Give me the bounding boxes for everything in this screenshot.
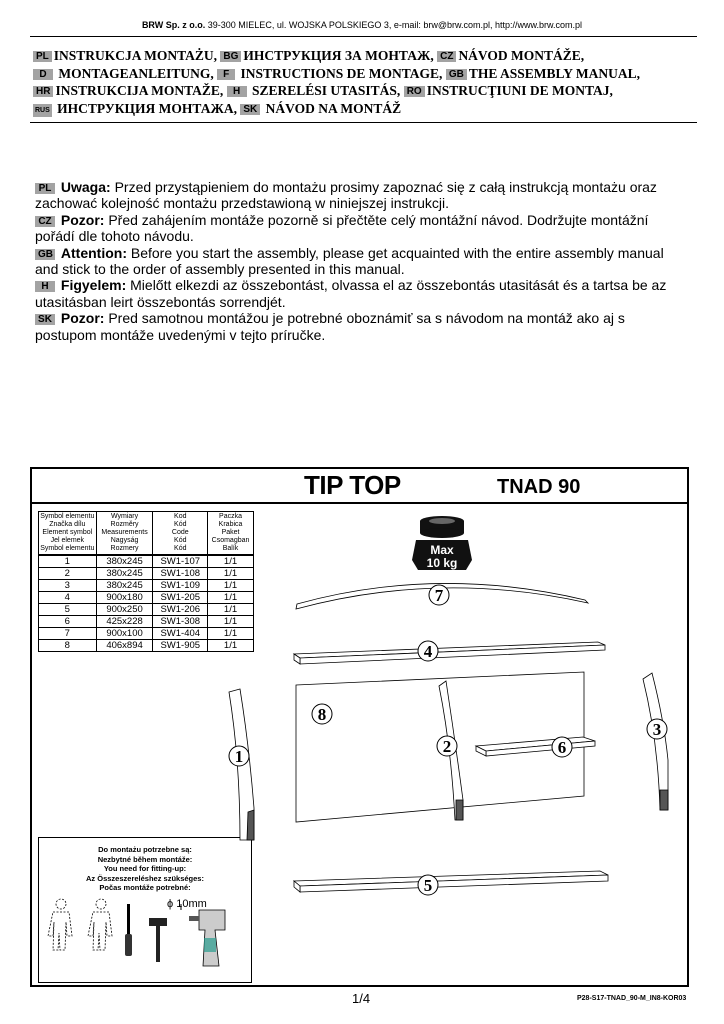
- page-number: 1/4: [352, 991, 371, 1006]
- table-row: 3 380x245 SW1-109 1/1: [39, 580, 254, 592]
- header-measurements: Wymiary Rozměry Measurements Nagyság Rozmery: [96, 512, 153, 556]
- notice-label-h: Figyelem:: [60, 277, 127, 294]
- notice-text-h: Mielőtt elkezdi az összebontást, olvassa el az összebontás utasitását és a tartsa be az utasitásban leirt összebontás sorrendjét.: [35, 277, 667, 310]
- title-bg: ИНСТРУКЦИЯ ЗА МОНТАЖ,: [243, 48, 434, 63]
- product-name: TIP TOP: [304, 470, 401, 500]
- notice-label-sk: Pozor:: [60, 310, 105, 327]
- lang-code-gb: GB: [446, 69, 467, 80]
- title-sk: NÁVOD NA MONTÁŽ: [265, 100, 402, 116]
- notice-label-pl: Uwaga:: [60, 179, 111, 195]
- lang-code-h: H: [227, 86, 247, 97]
- part-label-2: 2: [442, 737, 452, 756]
- table-row: 2 380x245 SW1-108 1/1: [39, 568, 254, 580]
- header-code: Kod Kód Code Kód Kód: [153, 512, 208, 556]
- part-label-8: 8: [317, 705, 327, 724]
- table-row: 4 900x180 SW1-205 1/1: [39, 592, 254, 604]
- company-address: 39-300 MIELEC, ul. WOJSKA POLSKIEGO 3, e-mail: brw@brw.com.pl, http://www.brw.com.pl: [205, 20, 583, 30]
- notice-label-cz: Pozor:: [60, 211, 105, 228]
- lang-code-ro: RO: [404, 86, 425, 97]
- notice-code-sk: SK: [35, 314, 55, 325]
- title-f: INSTRUCTIONS DE MONTAGE,: [240, 65, 443, 81]
- load-weight-icon: [412, 516, 472, 570]
- title-cz: NÁVOD MONTÁŽE,: [458, 48, 585, 63]
- notice-code-pl: PL: [35, 183, 55, 194]
- part-label-7: 7: [434, 586, 444, 605]
- title-gb: THE ASSEMBLY MANUAL,: [468, 65, 640, 81]
- lang-code-hr: HR: [33, 86, 53, 97]
- part-4-shelf: [294, 642, 605, 664]
- company-name: BRW Sp. z o.o.: [141, 20, 206, 30]
- title-ro: INSTRUCŢIUNI DE MONTAJ,: [426, 83, 613, 98]
- notice-code-h: H: [35, 281, 55, 292]
- table-row: 1 380x245 SW1-107 1/1: [39, 555, 254, 568]
- notice-label-gb: Attention:: [60, 244, 127, 261]
- notice-text-cz: Před zahájením montáže pozorně si přečtěte celý montážní návod. Dodržujte montážní pořádí dle tohoto návodu.: [35, 211, 649, 245]
- notice-text-sk: Pred samotnou montážou je potrebné oboznámiť sa s návodom na montáž ako aj s postupom montáže uvedenými v tejto príručke.: [35, 310, 625, 343]
- drill-size: ϕ 10mm: [167, 898, 207, 910]
- part-label-3: 3: [652, 720, 662, 739]
- lang-code-f: F: [217, 69, 235, 80]
- part-label-6: 6: [557, 738, 567, 757]
- lang-code-pl: PL: [33, 51, 52, 62]
- title-pl: INSTRUKCJA MONTAŻU,: [53, 48, 218, 63]
- table-row: 7 900x100 SW1-404 1/1: [39, 628, 254, 640]
- part-label-5: 5: [423, 876, 433, 895]
- header-symbol: Symbol elementu Značka dílu Element symbol Jel elemek Symbol elementu: [39, 512, 97, 556]
- part-label-4: 4: [423, 642, 433, 661]
- document-code: P28-S17-TNAD_90-M_IN8-KOR03: [577, 995, 687, 1002]
- product-model: TNAD 90: [497, 476, 581, 498]
- lang-code-rus: RUS: [33, 104, 52, 117]
- part-5-bottom-shelf: [294, 871, 608, 892]
- notice-code-gb: GB: [35, 249, 55, 260]
- lang-code-d: D: [33, 69, 53, 80]
- title-h: SZERELÉSI UTASITÁS,: [251, 83, 401, 98]
- notice-code-cz: CZ: [35, 216, 55, 227]
- notice-text-pl: Przed przystąpieniem do montażu prosimy zapoznać się z całą instrukcją montażu oraz zachować kolejność montażu przedstawioną w niniejszej instrukcji.: [35, 179, 657, 212]
- max-load-value: 10 kg: [426, 556, 458, 570]
- title-hr: INSTRUKCIJA MONTAŽE,: [55, 83, 224, 98]
- table-row: 6 425x228 SW1-308 1/1: [39, 616, 254, 628]
- part-3-right-side: [643, 673, 668, 810]
- lang-code-cz: CZ: [437, 51, 456, 62]
- notice-text-gb: Before you start the assembly, please get acquainted with the entire assembly manual and stick to the order of assembly presented in this manual.: [35, 244, 664, 278]
- tools-required-text: Do montażu potrzebne są: Nezbytné během montáže: You need for fitting-up: Az Összeszereléshez szükséges: Počas montáže potrebné:: [86, 845, 204, 892]
- header-package: Paczka Krabica Paket Csomagban Balík: [208, 512, 254, 556]
- lang-code-bg: BG: [220, 51, 241, 62]
- table-row: 8 406x894 SW1-905 1/1: [39, 640, 254, 652]
- title-d: MONTAGEANLEITUNG,: [58, 65, 214, 81]
- max-label: Max: [430, 543, 454, 557]
- part-label-1: 1: [234, 747, 244, 766]
- lang-code-sk: SK: [240, 104, 260, 115]
- title-rus: ИНСТРУКЦИЯ МОНТАЖА,: [57, 100, 237, 116]
- table-row: 5 900x250 SW1-206 1/1: [39, 604, 254, 616]
